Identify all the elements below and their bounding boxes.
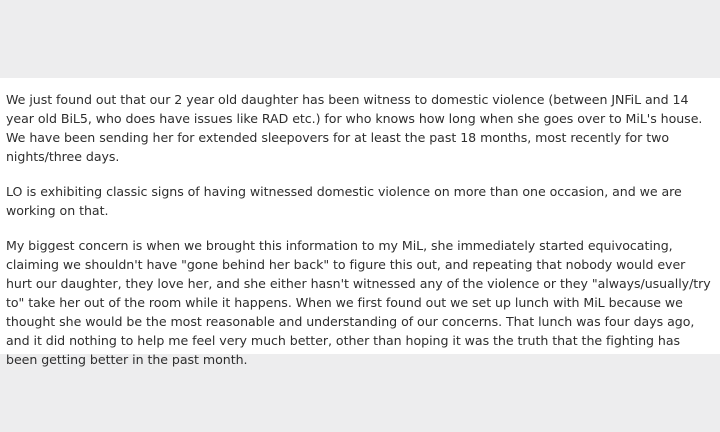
post-paragraph-2: LO is exhibiting classic signs of having witnessed domestic violence on more than one occasion, and we are working on that. [6, 184, 682, 218]
post-paragraph-1: We just found out that our 2 year old daughter has been witness to domestic violence (between JNFiL and 14 year old BiL5, who does have issues like RAD etc.) for who knows how long when she goes over to MiL's house. We have been sending her for extended sleepovers for at least the past 18 months, most recently for two nights/three days. [6, 92, 703, 164]
post-body [0, 78, 720, 367]
post-paragraph-3: My biggest concern is when we brought this information to my MiL, she immediately started equivocating, claiming we shouldn't have "gone behind her back" to figure this out, and repeating that nobody would ever hurt our daughter, they love her, and she either hasn't witnessed any of the violence or they "always/usually/try to" take her out of the room while it happens. When we first found out we set up lunch with MiL because we thought she would be the most reasonable and understanding of our concerns. That lunch was four days ago, and it did nothing to help me feel very much better, other than hoping it was the truth that the fighting has been getting better in the past month. [6, 238, 711, 367]
